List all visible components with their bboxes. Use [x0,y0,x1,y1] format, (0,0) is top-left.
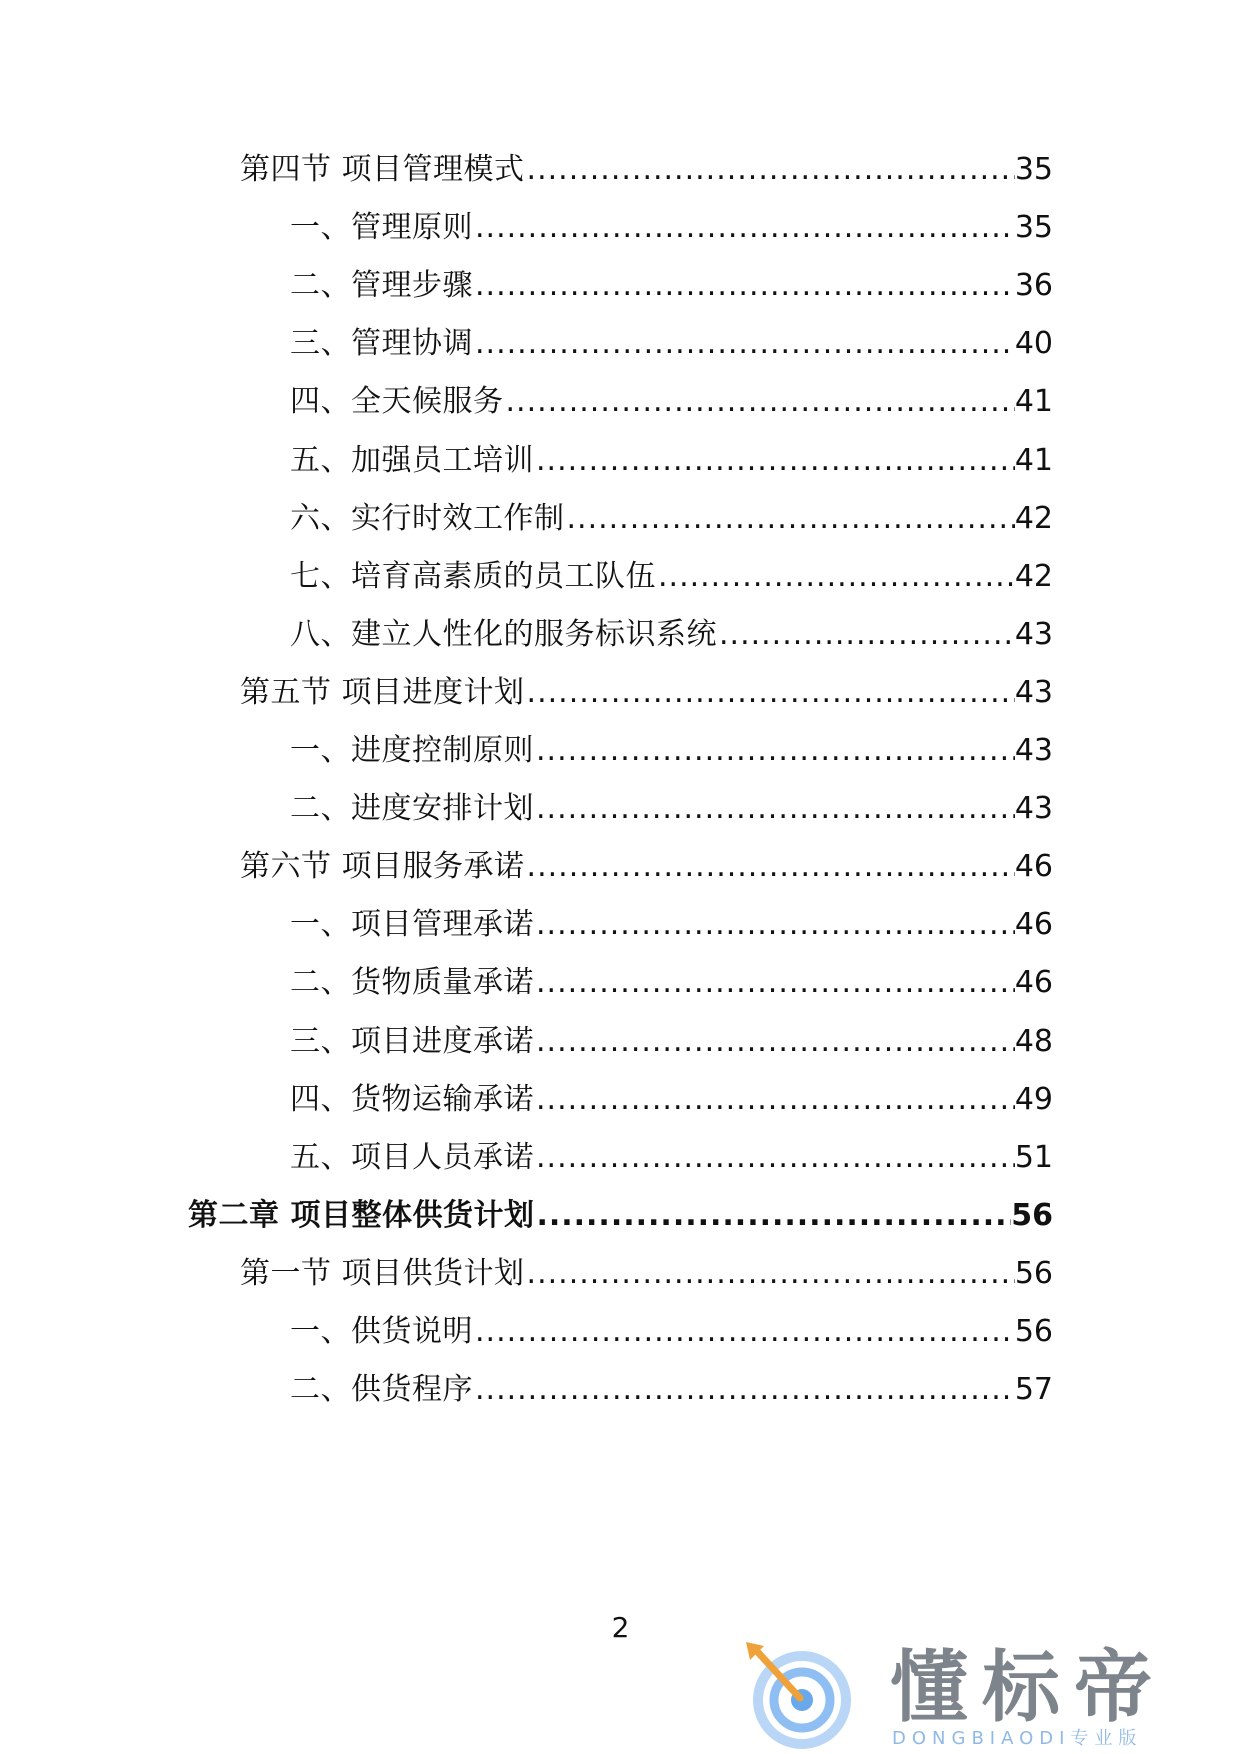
toc-entry-page: 46 [1014,907,1053,943]
toc-entry-page: 40 [1014,326,1053,362]
toc-section-row[interactable] [240,847,1053,887]
toc-entry-page: 46 [1014,965,1053,1001]
toc-subsection-row[interactable] [290,963,1053,1003]
watermark-brand-name: 懂标帝 [890,1643,1167,1733]
toc-entry-title: 二、进度安排计划 [290,791,534,827]
toc-entry-page: 35 [1014,152,1053,187]
toc-subsection-row[interactable] [290,324,1053,364]
toc-subsection-row[interactable] [290,557,1053,597]
toc-entry-title: 第二章 项目整体供货计划 [188,1197,535,1233]
target-arrow-icon [740,1640,870,1750]
toc-dot-leader [473,1370,1015,1410]
watermark [740,1640,1220,1750]
toc-dot-leader [473,1312,1015,1352]
toc-dot-leader [534,441,1015,481]
toc-section-row[interactable] [240,1254,1053,1294]
toc-dot-leader [525,1254,1015,1294]
toc-dot-leader [534,789,1015,829]
toc-subsection-row[interactable] [290,208,1053,248]
toc-subsection-row[interactable] [290,905,1053,945]
toc-subsection-row[interactable] [290,499,1053,539]
toc-entry-title: 四、全天候服务 [290,384,504,420]
toc-entry-page: 36 [1014,268,1053,304]
toc-entry-page: 35 [1014,210,1053,246]
toc-entry-title: 五、加强员工培训 [290,442,534,478]
toc-entry-page: 43 [1014,616,1053,652]
toc-entry-page: 41 [1014,384,1053,420]
toc-entry-page: 56 [1014,1255,1053,1291]
toc-entry-title: 四、货物运输承诺 [290,1081,534,1117]
toc-dot-leader [656,557,1015,597]
toc-subsection-row[interactable] [290,1080,1053,1120]
toc-dot-leader [534,1080,1015,1120]
toc-dot-leader [534,1138,1015,1178]
toc-subsection-row[interactable] [290,266,1053,306]
toc-entry-title: 七、培育高素质的员工队伍 [290,558,656,594]
toc-dot-leader [534,731,1015,771]
toc-section-row[interactable] [240,150,1053,190]
toc-entry-title: 三、管理协调 [290,326,473,362]
toc-dot-leader [473,266,1015,306]
toc-dot-leader [717,615,1015,655]
toc-entry-title: 二、管理步骤 [290,268,473,304]
toc-entry-page: 41 [1014,442,1053,478]
toc-entry-page: 43 [1014,733,1053,768]
toc-entry-title: 一、管理原则 [290,210,473,246]
toc-entry-title: 一、供货说明 [290,1314,473,1349]
toc-subsection-row[interactable] [290,615,1053,655]
toc-subsection-row[interactable] [290,789,1053,829]
toc-subsection-row[interactable] [290,1022,1053,1062]
toc-dot-leader [534,963,1015,1003]
toc-entry-page: 42 [1014,558,1053,594]
watermark-brand-subtitle: DONGBIAODI专业版 [892,1728,1143,1749]
toc-entry-page: 43 [1014,674,1053,710]
toc-dot-leader [534,905,1015,945]
page-number: 2 [611,1611,630,1644]
toc-section-row[interactable] [240,673,1053,713]
toc-subsection-row[interactable] [290,441,1053,481]
toc-entry-title: 二、供货程序 [290,1372,473,1408]
toc-entry-page: 49 [1014,1081,1053,1117]
toc-subsection-row[interactable] [290,731,1053,771]
toc-dot-leader [473,208,1015,248]
toc-entry-title: 一、项目管理承诺 [290,907,534,943]
toc-entry-page: 56 [1011,1197,1053,1233]
toc-entry-page: 46 [1014,849,1053,885]
toc-entry-title: 二、货物质量承诺 [290,965,534,1001]
toc-entry-title: 第四节 项目管理模式 [240,152,525,187]
toc-entry-title: 第六节 项目服务承诺 [240,849,525,885]
toc-chapter-row[interactable] [188,1196,1053,1236]
toc-entry-page: 42 [1014,500,1053,536]
toc-entry-page: 43 [1014,791,1053,827]
toc-entry-title: 第一节 项目供货计划 [240,1255,525,1291]
toc-entry-title: 六、实行时效工作制 [290,500,565,536]
toc-dot-leader [473,324,1015,364]
toc-dot-leader [534,1196,1011,1236]
toc-entry-page: 48 [1014,1023,1053,1059]
toc-subsection-row[interactable] [290,1312,1053,1352]
toc-entry-title: 一、进度控制原则 [290,733,534,768]
toc-dot-leader [504,382,1015,422]
toc-entry-title: 第五节 项目进度计划 [240,674,525,710]
toc-entry-page: 56 [1014,1314,1053,1349]
toc-dot-leader [525,673,1015,713]
toc-entry-title: 三、项目进度承诺 [290,1023,534,1059]
toc-dot-leader [525,847,1015,887]
toc-entry-page: 57 [1014,1372,1053,1408]
toc-subsection-row[interactable] [290,382,1053,422]
toc-dot-leader [534,1022,1015,1062]
toc-entry-title: 八、建立人性化的服务标识系统 [290,616,717,652]
toc-subsection-row[interactable] [290,1370,1053,1410]
toc-dot-leader [525,150,1015,190]
toc-dot-leader [565,499,1015,539]
toc-entry-title: 五、项目人员承诺 [290,1139,534,1175]
toc-subsection-row[interactable] [290,1138,1053,1178]
toc-entry-page: 51 [1014,1139,1053,1175]
